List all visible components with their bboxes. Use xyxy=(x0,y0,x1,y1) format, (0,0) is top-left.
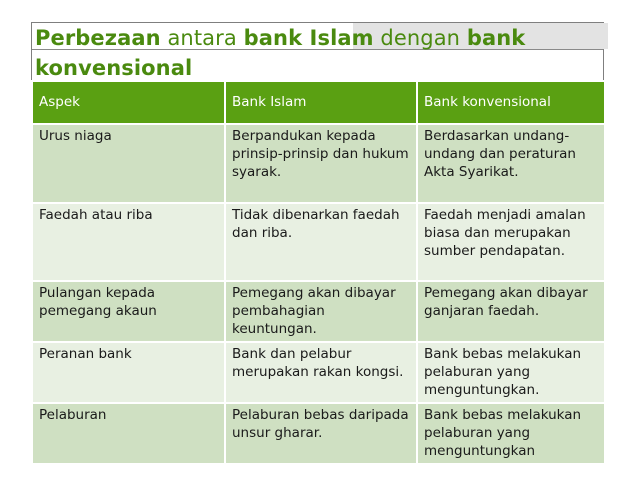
cell-aspek: Faedah atau riba xyxy=(32,203,225,281)
cell-bank-konvensional: Bank bebas melakukan pelaburan yang menguntungkan xyxy=(417,403,605,464)
cell-bank-islam: Berpandukan kepada prinsip-prinsip dan hukum syarak. xyxy=(225,124,417,203)
table-header-row xyxy=(32,81,605,124)
cell-aspek: Pulangan kepada pemegang akaun xyxy=(32,281,225,342)
cell-bank-konvensional: Bank bebas melakukan pelaburan yang menguntungkan. xyxy=(417,342,605,403)
cell-aspek: Peranan bank xyxy=(32,342,225,403)
cell-aspek: Urus niaga xyxy=(32,124,225,203)
table-row xyxy=(32,403,605,464)
slide-title xyxy=(35,23,601,83)
cell-bank-islam: Tidak dibenarkan faedah dan riba. xyxy=(225,203,417,281)
header-bank-islam: Bank Islam xyxy=(225,81,417,124)
title-part-5: bank konvensional xyxy=(35,26,526,80)
header-aspek: Aspek xyxy=(32,81,225,124)
cell-aspek: Pelaburan xyxy=(32,403,225,464)
comparison-table xyxy=(31,80,606,465)
table-row xyxy=(32,203,605,281)
title-part-4: dengan xyxy=(373,26,467,50)
title-part-2: antara xyxy=(160,26,244,50)
header-bank-konvensional: Bank konvensional xyxy=(417,81,605,124)
title-part-3: bank Islam xyxy=(243,26,374,50)
title-box xyxy=(31,22,604,83)
cell-bank-konvensional: Berdasarkan undang-undang dan peraturan Akta Syarikat. xyxy=(417,124,605,203)
cell-bank-islam: Bank dan pelabur merupakan rakan kongsi. xyxy=(225,342,417,403)
table-row xyxy=(32,281,605,342)
cell-bank-konvensional: Faedah menjadi amalan biasa dan merupakan sumber pendapatan. xyxy=(417,203,605,281)
title-part-1: Perbezaan xyxy=(35,26,161,50)
cell-bank-islam: Pemegang akan dibayar pembahagian keuntungan. xyxy=(225,281,417,342)
table-row xyxy=(32,342,605,403)
cell-bank-islam: Pelaburan bebas daripada unsur gharar. xyxy=(225,403,417,464)
cell-bank-konvensional: Pemegang akan dibayar ganjaran faedah. xyxy=(417,281,605,342)
table-row xyxy=(32,124,605,203)
